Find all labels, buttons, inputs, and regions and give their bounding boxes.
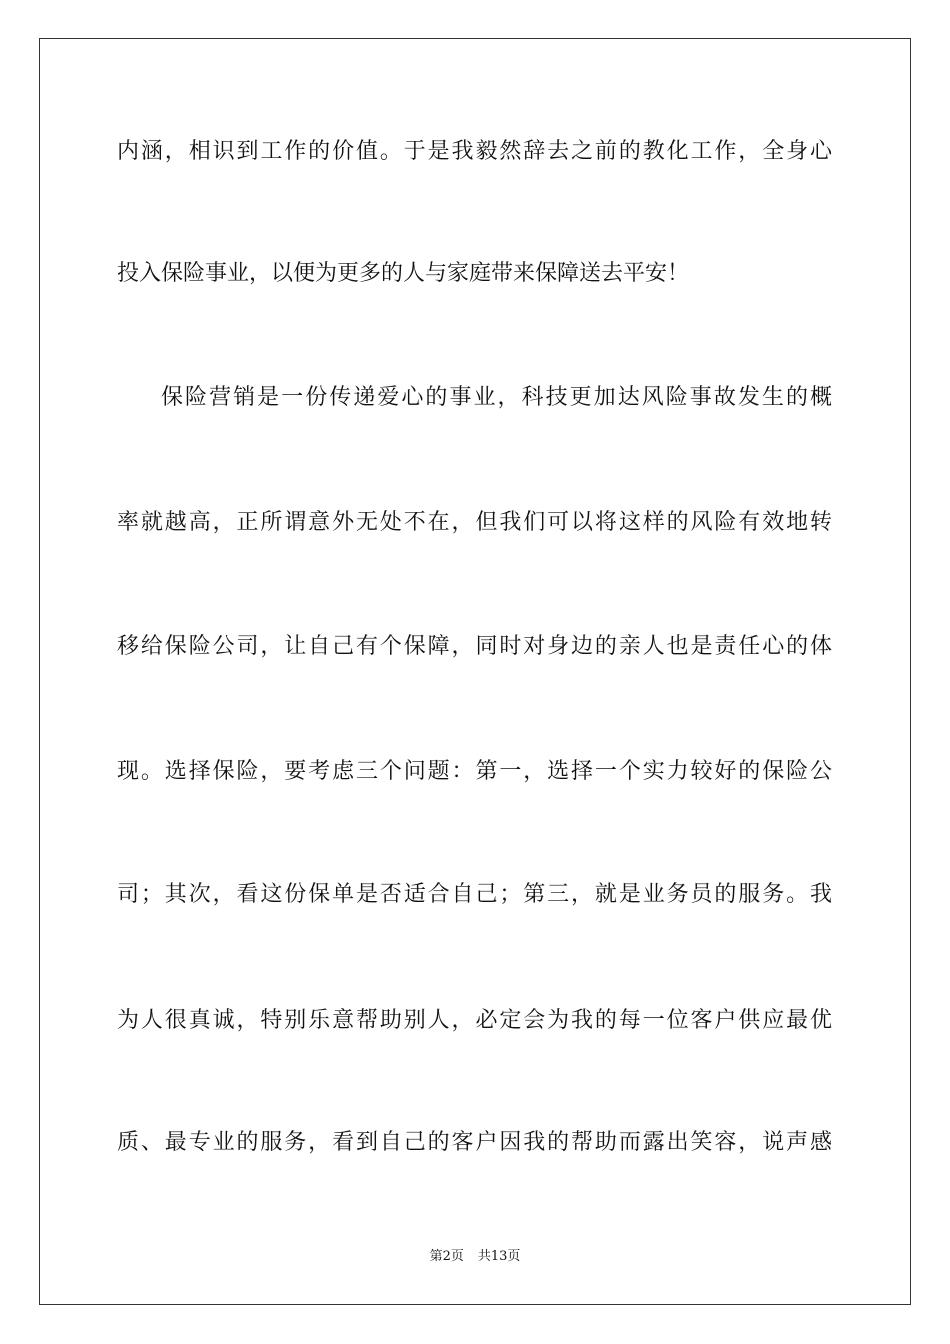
text-line-3: 保险营销是一份传递爱心的事业，科技更加达风险事故发生的概 (161, 385, 832, 410)
text-line-5: 移给保险公司，让自己有个保障，同时对身边的亲人也是责任心的体 (117, 634, 832, 659)
text-line-6: 现。选择保险，要考虑三个问题：第一，选择一个实力较好的保险公 (117, 759, 832, 784)
text-line-1: 内涵，相识到工作的价值。于是我毅然辞去之前的教化工作，全身心 (117, 139, 832, 164)
page-footer (0, 1248, 950, 1266)
text-line-2: 投入保险事业，以便为更多的人与家庭带来保障送去平安！ (117, 261, 690, 286)
text-line-4: 率就越高，正所谓意外无处不在，但我们可以将这样的风险有效地转 (117, 510, 832, 535)
page-number: 第2页 (429, 1249, 464, 1264)
text-line-8: 为人很真诚，特别乐意帮助别人，必定会为我的每一位客户供应最优 (117, 1008, 832, 1033)
text-line-7: 司；其次，看这份保单是否适合自己；第三，就是业务员的服务。我 (117, 882, 832, 907)
page-frame (39, 38, 911, 1305)
page-total: 共13页 (477, 1249, 521, 1264)
text-line-9: 质、最专业的服务，看到自己的客户因我的帮助而露出笑容，说声感 (117, 1130, 832, 1155)
